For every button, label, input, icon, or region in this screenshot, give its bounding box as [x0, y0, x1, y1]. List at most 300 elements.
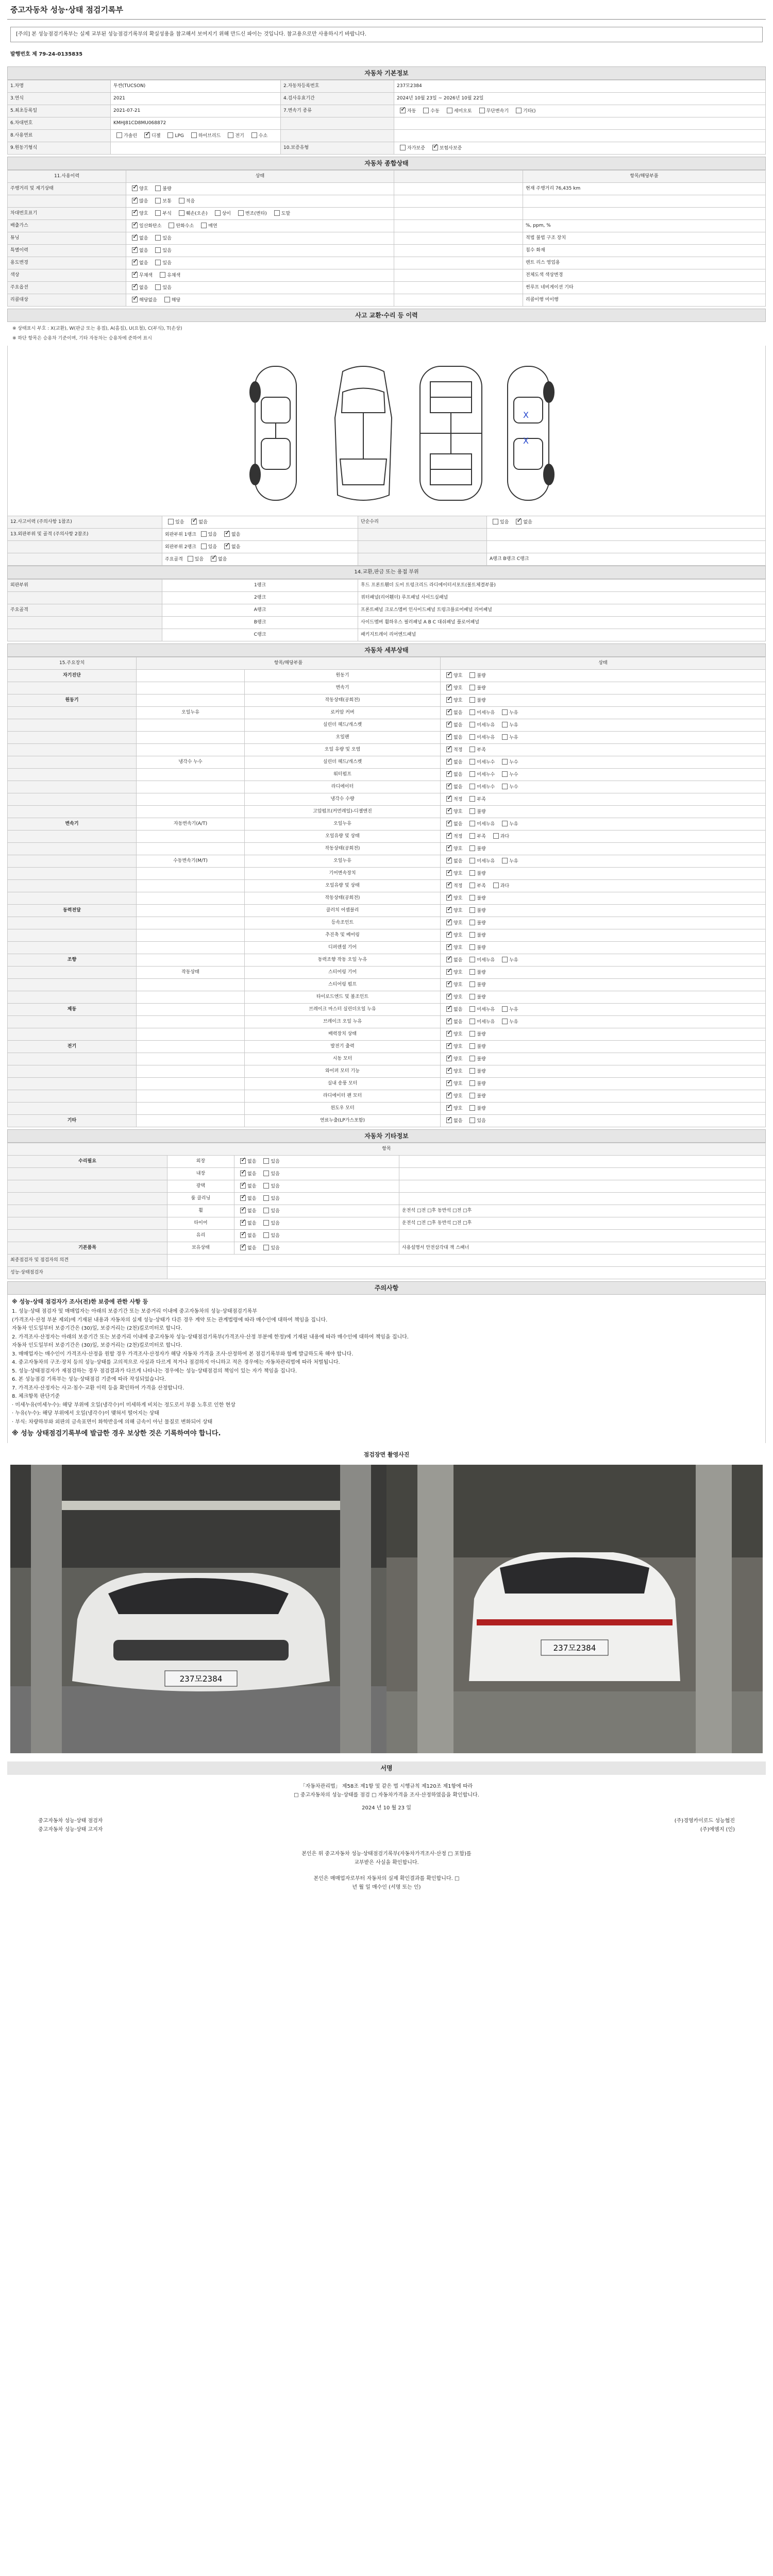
group-label: 조향: [8, 954, 137, 967]
checkbox[interactable]: [469, 1105, 475, 1111]
item-status: [441, 880, 766, 892]
table-row: [8, 1065, 766, 1078]
table-row: [8, 719, 766, 732]
checkbox-option: [499, 734, 518, 741]
item-label: 라디에이터 팬 모터: [245, 1090, 441, 1103]
checkbox[interactable]: [240, 1208, 246, 1213]
item-extra: [399, 1168, 766, 1180]
checkbox[interactable]: [446, 709, 452, 715]
item-label: 디퍼렌셜 기어: [245, 942, 441, 954]
checkbox[interactable]: [201, 544, 207, 549]
checkbox[interactable]: [469, 672, 475, 678]
checkbox[interactable]: [502, 858, 508, 863]
checkbox-option: [466, 734, 495, 741]
checkbox[interactable]: [446, 821, 452, 826]
checkbox[interactable]: [132, 247, 138, 253]
table-row: [8, 516, 766, 529]
checkbox[interactable]: [469, 796, 475, 802]
checkbox[interactable]: [446, 1043, 452, 1049]
checkbox[interactable]: [423, 108, 429, 113]
checkbox[interactable]: [240, 1245, 246, 1250]
checkbox-option: [260, 1171, 279, 1177]
photo-gallery: [7, 1465, 766, 1753]
checkbox[interactable]: [432, 145, 438, 150]
checkbox[interactable]: [132, 284, 138, 290]
checkbox-option: [260, 1183, 279, 1190]
checkbox[interactable]: [132, 260, 138, 265]
group-label: [8, 1065, 137, 1078]
row-extra: [394, 281, 523, 294]
sub-group-label: [137, 954, 245, 967]
sub-group-label: [137, 991, 245, 1004]
checkbox[interactable]: [469, 771, 475, 777]
checkbox-label: 없음: [139, 260, 148, 266]
checkbox[interactable]: [446, 672, 452, 678]
checkbox-option: [443, 796, 462, 803]
checkbox-label: 있음: [271, 1184, 280, 1190]
checkbox[interactable]: [240, 1232, 246, 1238]
checkbox[interactable]: [240, 1195, 246, 1201]
row-label-2: 단순수리: [358, 516, 487, 529]
checkbox[interactable]: [469, 907, 475, 913]
checkbox[interactable]: [469, 1019, 475, 1024]
checkbox[interactable]: [263, 1158, 269, 1164]
checkbox-label: 없음: [218, 557, 227, 563]
group-label: [8, 756, 137, 769]
checkbox[interactable]: [502, 709, 508, 715]
checkbox[interactable]: [447, 108, 452, 113]
checkbox[interactable]: [446, 796, 452, 802]
checkbox[interactable]: [263, 1208, 269, 1213]
item-status: [441, 967, 766, 979]
item-status: [441, 682, 766, 694]
checkbox-label: 없음: [453, 1020, 463, 1025]
checkbox[interactable]: [155, 247, 161, 253]
checkbox-option: [466, 722, 495, 728]
item-status: [441, 670, 766, 682]
checkbox-label: 변조(변타): [245, 211, 267, 216]
checkbox[interactable]: [188, 556, 193, 562]
checkbox[interactable]: [446, 895, 452, 901]
checkbox-label: 미세누유: [477, 958, 495, 963]
checkbox[interactable]: [132, 272, 138, 278]
checkbox[interactable]: [469, 808, 475, 814]
checkbox[interactable]: [469, 821, 475, 826]
checkbox[interactable]: [469, 1068, 475, 1074]
checkbox[interactable]: [446, 1031, 452, 1037]
group-label: [8, 744, 137, 756]
checkbox-option: [443, 685, 462, 691]
checkbox-option: [499, 784, 518, 790]
checkbox[interactable]: [469, 944, 475, 950]
checkbox[interactable]: [155, 260, 161, 265]
checkbox[interactable]: [446, 722, 452, 727]
item-extra: [399, 1193, 766, 1205]
checkbox[interactable]: [446, 1068, 452, 1074]
row-extra: [394, 232, 523, 244]
checkbox[interactable]: [446, 944, 452, 950]
item-status: [234, 1193, 399, 1205]
checkbox[interactable]: [446, 734, 452, 740]
checkbox[interactable]: [132, 235, 138, 241]
checkbox[interactable]: [469, 981, 475, 987]
table-row: [8, 769, 766, 781]
checkbox[interactable]: [469, 1117, 475, 1123]
checkbox[interactable]: [238, 210, 244, 216]
inspection-photo-rear: [386, 1465, 763, 1753]
checkbox[interactable]: [502, 957, 508, 962]
checkbox[interactable]: [502, 1019, 508, 1024]
group-label: [8, 732, 137, 744]
field-value: [394, 117, 766, 129]
notices-title: ※ 성능·상태 점검자가 조사(전)한 보증에 관한 사항 등: [12, 1298, 148, 1306]
group-label: [8, 806, 137, 818]
checkbox[interactable]: [469, 858, 475, 863]
table-row: [8, 694, 766, 707]
checkbox[interactable]: [191, 132, 197, 138]
checkbox[interactable]: [446, 747, 452, 752]
checkbox-option: [260, 1245, 279, 1251]
checkbox[interactable]: [469, 883, 475, 888]
item-label: 작동상태(공회전): [245, 694, 441, 707]
checkbox[interactable]: [240, 1220, 246, 1226]
parts-items: 쿼터패널(리어휀더) 루프패널 사이드실패널: [358, 592, 766, 604]
checkbox-label: 하이브리드: [198, 133, 221, 139]
checkbox[interactable]: [446, 833, 452, 839]
checkbox-option: [443, 1068, 462, 1075]
checkbox[interactable]: [469, 895, 475, 901]
checkbox[interactable]: [469, 1031, 475, 1037]
row-note: %, ppm, %: [523, 219, 766, 232]
checkbox[interactable]: [493, 833, 499, 839]
checkbox[interactable]: [469, 697, 475, 703]
checkbox-option: [176, 198, 195, 205]
checkbox[interactable]: [469, 1043, 475, 1049]
checkbox[interactable]: [179, 210, 184, 216]
item-status: [441, 781, 766, 793]
checkbox[interactable]: [446, 870, 452, 876]
item-label: 배력장치 상태: [245, 1028, 441, 1041]
checkbox[interactable]: [502, 771, 508, 777]
checkbox-option: [466, 883, 485, 889]
notice-line: 5. 성능·상태점검자가 재점검하는 경우 점검결과가 다르게 나타나는 경우에는 성능·상태점검의 책임이 있는 자가 책임을 집니다.: [12, 1368, 297, 1374]
plate-rear: 237모2384: [553, 1642, 596, 1653]
item-extra: 사용설명서 안전삼각대 잭 스패너: [399, 1242, 766, 1255]
checkbox-label: 자동: [407, 108, 416, 114]
row-extra: [394, 244, 523, 257]
checkbox[interactable]: [240, 1183, 246, 1189]
checkbox[interactable]: [446, 1117, 452, 1123]
item-status: [441, 954, 766, 967]
checkbox-option: [466, 784, 495, 790]
checkbox-label: 미세누수: [477, 760, 495, 766]
checkbox[interactable]: [469, 1080, 475, 1086]
checkbox[interactable]: [502, 821, 508, 826]
checkbox[interactable]: [469, 957, 475, 962]
checkbox[interactable]: [191, 519, 197, 524]
checkbox[interactable]: [132, 297, 138, 302]
checkbox[interactable]: [263, 1183, 269, 1189]
checkbox-label: 누유: [509, 723, 518, 728]
row-options: [126, 244, 394, 257]
checkbox[interactable]: [400, 108, 406, 113]
checkbox-option: [141, 132, 160, 139]
checkbox[interactable]: [446, 1006, 452, 1012]
checkbox-label: 누수: [509, 772, 518, 778]
item-status: [441, 1090, 766, 1103]
checkbox[interactable]: [240, 1158, 246, 1164]
table-row: [8, 257, 766, 269]
checkbox[interactable]: [446, 1105, 452, 1111]
row-options: [126, 207, 394, 219]
checkbox[interactable]: [155, 284, 161, 290]
checkbox[interactable]: [263, 1195, 269, 1201]
checkbox[interactable]: [502, 734, 508, 740]
checkbox[interactable]: [469, 845, 475, 851]
checkbox-label: 양호: [453, 698, 463, 704]
checkbox-option: [466, 957, 495, 963]
checkbox-option: [113, 132, 137, 139]
checkbox-label: 불량: [477, 995, 486, 1001]
checkbox-option: [466, 1105, 485, 1112]
checkbox[interactable]: [446, 932, 452, 938]
table-row: [8, 806, 766, 818]
item-status: [441, 719, 766, 732]
sub-group-label: [137, 1078, 245, 1090]
checkbox[interactable]: [446, 957, 452, 962]
checkbox[interactable]: [446, 784, 452, 789]
column-header: 항목/해당부품: [137, 657, 441, 670]
checkbox[interactable]: [446, 883, 452, 888]
checkbox[interactable]: [446, 685, 452, 690]
notice-line: 3. 매매업자는 매수인이 가격조사·산정을 원할 경우 가격조사·산정자가 해당 자동차 가격을 조사·산정하여 본 점검기록부와 함께 발급하도록 해야 합니다.: [12, 1351, 354, 1357]
row-note: 렌트 리스 영업용: [523, 257, 766, 269]
checkbox[interactable]: [201, 223, 207, 228]
item-status: [441, 1053, 766, 1065]
checkbox[interactable]: [469, 932, 475, 938]
checkbox[interactable]: [446, 771, 452, 777]
checkbox[interactable]: [132, 223, 138, 228]
group-label: [8, 979, 137, 991]
checkbox[interactable]: [502, 784, 508, 789]
item-status: [441, 942, 766, 954]
checkbox[interactable]: [251, 132, 257, 138]
checkbox-label: 세미오토: [453, 108, 472, 114]
checkbox[interactable]: [469, 969, 475, 975]
checkbox[interactable]: [240, 1171, 246, 1176]
checkbox-option: [198, 544, 217, 550]
checkbox-option: [499, 957, 518, 963]
checkbox-label: 양호: [453, 1044, 463, 1050]
checkbox[interactable]: [263, 1232, 269, 1238]
item-label: 룸 클리닝: [167, 1193, 234, 1205]
checkbox-label: 양호: [139, 186, 148, 192]
checkbox-option: [443, 808, 462, 815]
sign-line-1: 「자동차관리법」 제58조 제1항 및 같은 법 시행규칙 제120조 제1항에 따라: [300, 1783, 473, 1789]
checkbox-label: 있음: [271, 1233, 280, 1239]
sub-group-label: [137, 843, 245, 855]
checkbox-option: [490, 833, 509, 840]
checkbox[interactable]: [493, 883, 499, 888]
checkbox[interactable]: [116, 132, 122, 138]
checkbox-label: 일산화탄소: [139, 223, 162, 229]
table-row: [8, 917, 766, 929]
checkbox[interactable]: [502, 759, 508, 765]
item-label: 클러치 어셈블리: [245, 905, 441, 917]
checkbox-option: [443, 920, 462, 926]
checkbox[interactable]: [164, 297, 170, 302]
table-row: [8, 979, 766, 991]
checkbox-option: [221, 544, 240, 550]
section-detail: 자동차 세부상태: [7, 643, 766, 657]
parts-rank: B랭크: [162, 617, 358, 629]
checkbox-option: [157, 272, 180, 279]
row-note: 리콜이행 미이행: [523, 294, 766, 306]
checkbox[interactable]: [155, 210, 161, 216]
checkbox[interactable]: [469, 994, 475, 999]
sub-group-label: [137, 892, 245, 905]
checkbox-label: 적정: [453, 884, 463, 889]
checkbox[interactable]: [469, 759, 475, 765]
item-status: [441, 756, 766, 769]
checkbox[interactable]: [446, 858, 452, 863]
checkbox[interactable]: [446, 808, 452, 814]
item-label: 브레이크 마스터 실린더오일 누유: [245, 1004, 441, 1016]
checkbox[interactable]: [446, 969, 452, 975]
checkbox-option: [420, 108, 439, 114]
checkbox-label: 수소: [258, 133, 268, 139]
checkbox-option: [466, 821, 495, 827]
checkbox[interactable]: [469, 784, 475, 789]
checkbox[interactable]: [516, 108, 522, 113]
checkbox[interactable]: [446, 1056, 452, 1061]
checkbox[interactable]: [201, 531, 207, 537]
checkbox[interactable]: [263, 1220, 269, 1226]
checkbox[interactable]: [493, 519, 498, 524]
checkbox-label: 있음: [162, 285, 172, 291]
checkbox[interactable]: [446, 920, 452, 925]
group-label: [8, 781, 137, 793]
checkbox-option: [443, 1056, 462, 1062]
checkbox[interactable]: [400, 145, 406, 150]
checkbox[interactable]: [502, 1006, 508, 1012]
checkbox[interactable]: [469, 1006, 475, 1012]
checkbox-option: [466, 685, 485, 691]
checkbox[interactable]: [446, 981, 452, 987]
table-row: [8, 195, 766, 207]
checkbox[interactable]: [168, 519, 174, 524]
checkbox[interactable]: [263, 1245, 269, 1250]
checkbox[interactable]: [263, 1171, 269, 1176]
checkbox-option: [443, 709, 462, 716]
checkbox[interactable]: [446, 1093, 452, 1098]
checkbox-label: 불량: [477, 1069, 486, 1075]
checkbox[interactable]: [479, 108, 485, 113]
table-row: [8, 1004, 766, 1016]
notice-line: · 누유(누수): 해당 부위에서 오일(냉각수)이 맺혀서 떨어지는 상태: [12, 1411, 159, 1417]
checkbox[interactable]: [274, 210, 280, 216]
notice-line: 1. 성능·상태 점검자 및 매매업자는 아래의 보증기간 또는 보증거리 이내에 중고자동차의 성능·상태점검기록부: [12, 1309, 257, 1315]
sign-line-2: □ 중고자동차의 성능·상태를 점검 □ 자동차가격을 조사·산정하였음을 확인합니다.: [294, 1792, 479, 1798]
checkbox-option: [466, 1019, 495, 1025]
checkbox[interactable]: [516, 519, 522, 524]
checkbox-option: [443, 771, 462, 778]
checkbox[interactable]: [469, 722, 475, 727]
row-label: [8, 553, 162, 566]
checkbox[interactable]: [224, 531, 230, 537]
checkbox[interactable]: [469, 734, 475, 740]
checkbox[interactable]: [446, 994, 452, 999]
checkbox[interactable]: [160, 272, 165, 278]
checkbox-option: [397, 108, 416, 114]
row-label: 12.사고이력 (주의사항 1참조): [8, 516, 162, 529]
table-row: [8, 1103, 766, 1115]
table-row: [8, 541, 766, 553]
row-label: 배출가스: [8, 219, 126, 232]
sub-group-label: [137, 1090, 245, 1103]
checkbox[interactable]: [155, 235, 161, 241]
checkbox-option: [443, 932, 462, 939]
item-label: 오일누유: [245, 818, 441, 831]
inspector-opinion-label: 최종점검자 및 점검자의 의견: [8, 1255, 167, 1267]
checkbox-label: 없음: [139, 235, 148, 241]
section-notices: 주의사항: [7, 1281, 766, 1295]
checkbox[interactable]: [211, 556, 216, 562]
checkbox[interactable]: [167, 132, 173, 138]
checkbox[interactable]: [469, 747, 475, 752]
checkbox[interactable]: [446, 845, 452, 851]
checkbox[interactable]: [132, 198, 138, 204]
checkbox[interactable]: [144, 132, 150, 138]
row-options: [162, 541, 358, 553]
checkbox[interactable]: [179, 198, 184, 204]
checkbox[interactable]: [446, 1019, 452, 1024]
checkbox[interactable]: [446, 907, 452, 913]
checkbox-label: 양호: [453, 970, 463, 976]
checkbox[interactable]: [446, 759, 452, 765]
checkbox[interactable]: [224, 544, 230, 549]
checkbox[interactable]: [155, 185, 161, 191]
checkbox[interactable]: [469, 833, 475, 839]
notice-line: 자동차 인도일부터 보증기간은 (30)일, 보증거리는 (2천)킬로미터로 합니다.: [12, 1343, 182, 1349]
checkbox[interactable]: [469, 920, 475, 925]
notice-line: · 미세누유(미세누수): 해당 부위에 오일(냉각수)이 미세하게 비치는 정도로서 부품 노후로 인한 현상: [12, 1402, 236, 1408]
checkbox[interactable]: [469, 685, 475, 690]
checkbox[interactable]: [469, 709, 475, 715]
column-header: 항목/해당부품: [523, 170, 766, 182]
checkbox[interactable]: [132, 185, 138, 191]
checkbox-option: [443, 1117, 462, 1124]
checkbox[interactable]: [228, 132, 233, 138]
checkbox[interactable]: [469, 870, 475, 876]
checkbox-option: [443, 759, 462, 766]
checkbox-label: 없음: [247, 1184, 257, 1190]
checkbox[interactable]: [155, 198, 161, 204]
checkbox[interactable]: [446, 1080, 452, 1086]
table-row: [8, 905, 766, 917]
checkbox[interactable]: [502, 722, 508, 727]
checkbox[interactable]: [469, 1093, 475, 1098]
checkbox[interactable]: [169, 223, 174, 228]
sub-group-label: [137, 1028, 245, 1041]
checkbox[interactable]: [469, 1056, 475, 1061]
checkbox[interactable]: [215, 210, 221, 216]
item-label: 냉각수 수량: [245, 793, 441, 806]
column-header: 상태: [441, 657, 766, 670]
checkbox[interactable]: [132, 210, 138, 216]
field-label: [281, 129, 394, 142]
checkbox[interactable]: [446, 697, 452, 703]
